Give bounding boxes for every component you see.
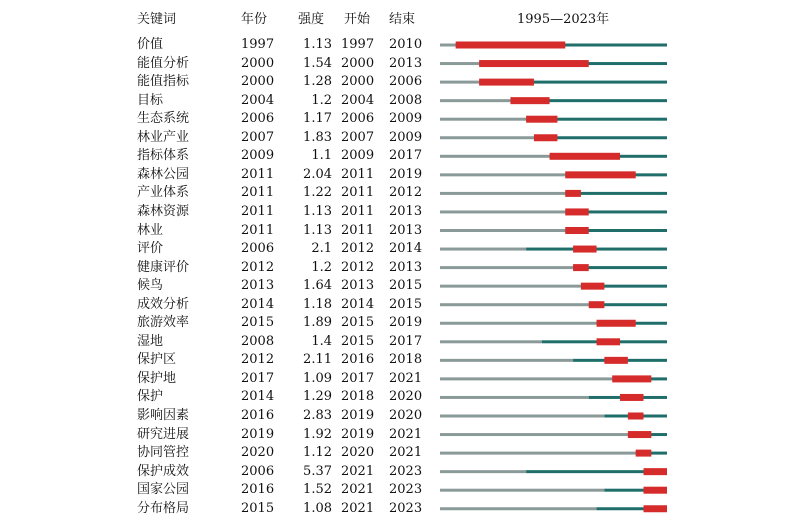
keyword-cell: 分布格局: [137, 500, 190, 516]
end-cell: 2021: [389, 370, 423, 386]
keyword-cell: 协同管控: [137, 445, 190, 461]
burst-bar: [604, 357, 627, 364]
begin-cell: 2021: [341, 500, 375, 516]
timeline-before-segment: [440, 452, 636, 455]
begin-cell: 2011: [341, 222, 375, 238]
strength-cell: 1.13: [303, 222, 332, 238]
timeline-before-segment: [440, 229, 565, 232]
keyword-cell: 评价: [137, 241, 164, 257]
end-cell: 2009: [389, 129, 423, 145]
burst-bar: [456, 42, 566, 49]
year-cell: 2020: [241, 445, 275, 461]
strength-cell: 1.52: [303, 482, 332, 498]
end-cell: 2013: [389, 222, 423, 238]
strength-cell: 1.18: [303, 296, 332, 312]
strength-cell: 1.13: [303, 37, 332, 52]
year-cell: 2000: [241, 55, 275, 71]
keyword-cell: 价值: [137, 37, 164, 52]
header-begin: 开始: [344, 12, 371, 27]
end-cell: 2013: [389, 203, 423, 219]
keyword-cell: 保护: [137, 389, 164, 405]
end-cell: 2015: [389, 278, 423, 294]
strength-cell: 1.29: [303, 389, 332, 405]
begin-cell: 2014: [341, 296, 375, 312]
year-cell: 2007: [241, 129, 275, 145]
burst-bar: [565, 208, 588, 215]
burst-bar: [479, 79, 534, 86]
end-cell: 2019: [389, 166, 423, 182]
strength-cell: 2.04: [303, 166, 332, 182]
begin-cell: 2016: [341, 352, 375, 368]
keyword-cell: 保护区: [137, 352, 177, 368]
end-cell: 2021: [389, 426, 423, 442]
begin-cell: 2012: [341, 259, 375, 275]
timeline-before-segment: [440, 136, 534, 139]
strength-cell: 1.64: [303, 278, 332, 294]
burst-bar: [534, 134, 557, 141]
timeline-before-segment: [440, 415, 604, 418]
begin-cell: 2020: [341, 445, 375, 461]
end-cell: 2017: [389, 148, 423, 164]
strength-cell: 2.83: [303, 408, 332, 423]
strength-cell: 1.09: [303, 370, 332, 386]
burst-bar: [636, 450, 652, 457]
keyword-cell: 候鸟: [137, 278, 164, 294]
begin-cell: 2011: [341, 185, 375, 201]
keyword-cell: 健康评价: [137, 259, 190, 275]
burst-bar: [589, 301, 605, 308]
end-cell: 2015: [389, 296, 423, 312]
end-cell: 2020: [389, 408, 423, 423]
burst-bar: [612, 375, 651, 382]
burst-bar: [565, 227, 588, 234]
begin-cell: 2021: [341, 482, 375, 498]
strength-cell: 2.11: [303, 352, 332, 368]
timeline-before-segment: [440, 99, 510, 102]
begin-cell: 2015: [341, 333, 375, 349]
keyword-cell: 目标: [137, 92, 164, 108]
strength-cell: 1.2: [311, 92, 332, 108]
begin-cell: 2011: [341, 203, 375, 219]
keyword-cell: 保护地: [137, 370, 177, 386]
year-cell: 2014: [241, 389, 275, 405]
strength-cell: 1.54: [303, 55, 332, 71]
year-cell: 2016: [241, 482, 275, 498]
year-cell: 2012: [241, 352, 275, 368]
end-cell: 2020: [389, 389, 423, 405]
year-cell: 2015: [241, 315, 275, 331]
strength-cell: 1.08: [303, 500, 332, 516]
begin-cell: 2019: [341, 408, 375, 423]
end-cell: 2017: [389, 333, 423, 349]
end-cell: 2010: [389, 37, 423, 52]
begin-cell: 2012: [341, 241, 375, 257]
begin-cell: 2013: [341, 278, 375, 294]
strength-cell: 1.13: [303, 203, 332, 219]
begin-cell: 2009: [341, 148, 375, 164]
strength-cell: 5.37: [303, 463, 332, 479]
strength-cell: 1.1: [311, 148, 332, 164]
burst-bar: [479, 60, 589, 67]
year-cell: 2004: [241, 92, 275, 108]
keyword-cell: 林业产业: [137, 129, 190, 145]
timeline-before-segment: [440, 192, 565, 195]
keyword-cell: 指标体系: [137, 148, 190, 164]
burst-bar: [620, 394, 643, 401]
end-cell: 2023: [389, 482, 423, 498]
end-cell: 2013: [389, 259, 423, 275]
burst-bar: [597, 320, 636, 327]
year-cell: 2011: [241, 203, 275, 219]
burst-bar: [581, 283, 604, 290]
timeline-before-segment: [440, 81, 479, 84]
begin-cell: 2019: [341, 426, 375, 442]
strength-cell: 1.12: [303, 445, 332, 461]
timeline-before-segment: [440, 266, 573, 269]
timeline-before-segment: [440, 340, 542, 343]
end-cell: 2019: [389, 315, 423, 331]
timeline-before-segment: [440, 396, 589, 399]
begin-cell: 2004: [341, 92, 375, 108]
year-cell: 2011: [241, 166, 275, 182]
strength-cell: 1.2: [311, 259, 332, 275]
year-cell: 2009: [241, 148, 275, 164]
keyword-cell: 林业: [137, 222, 164, 238]
year-cell: 2014: [241, 296, 275, 312]
end-cell: 2006: [389, 74, 423, 90]
timeline-before-segment: [440, 433, 628, 436]
end-cell: 2012: [389, 185, 423, 201]
strength-cell: 1.17: [303, 111, 332, 127]
keyword-cell: 研究进展: [137, 426, 190, 442]
timeline-before-segment: [440, 377, 612, 380]
begin-cell: 2018: [341, 389, 375, 405]
end-cell: 2013: [389, 55, 423, 71]
timeline-before-segment: [440, 470, 526, 473]
year-cell: 2015: [241, 500, 275, 516]
year-cell: 2013: [241, 278, 275, 294]
begin-cell: 2000: [341, 74, 375, 90]
begin-cell: 2007: [341, 129, 375, 145]
timeline-before-segment: [440, 62, 479, 65]
timeline-before-segment: [440, 173, 565, 176]
strength-cell: 1.28: [303, 74, 332, 90]
keyword-cell: 产业体系: [137, 185, 190, 201]
year-cell: 2000: [241, 74, 275, 90]
burst-bar: [565, 190, 581, 197]
keyword-cell: 保护成效: [137, 463, 190, 479]
header-timeline-range: 1995—2023年: [517, 12, 610, 27]
header-year: 年份: [241, 12, 268, 27]
burst-bar: [628, 431, 651, 438]
end-cell: 2018: [389, 352, 423, 368]
burst-bar: [510, 97, 549, 104]
end-cell: 2009: [389, 111, 423, 127]
burst-bar: [573, 264, 589, 271]
timeline-before-segment: [440, 210, 565, 213]
begin-cell: 2015: [341, 315, 375, 331]
burst-bar: [628, 413, 644, 420]
begin-cell: 2006: [341, 111, 375, 127]
year-cell: 2006: [241, 241, 275, 257]
burst-bar: [644, 505, 667, 512]
year-cell: 2008: [241, 333, 275, 349]
year-cell: 2012: [241, 259, 275, 275]
strength-cell: 1.4: [311, 333, 332, 349]
timeline-before-segment: [440, 248, 526, 251]
year-cell: 2016: [241, 408, 275, 423]
keyword-cell: 旅游效率: [137, 315, 190, 331]
keyword-cell: 能值分析: [137, 55, 190, 71]
end-cell: 2008: [389, 92, 423, 108]
strength-cell: 1.22: [303, 185, 332, 201]
burst-bar: [565, 171, 635, 178]
keyword-cell: 能值指标: [137, 74, 190, 90]
begin-cell: 1997: [341, 37, 375, 52]
timeline-before-segment: [440, 155, 550, 158]
timeline-before-segment: [440, 118, 526, 121]
timeline-before-segment: [440, 507, 597, 510]
year-cell: 2011: [241, 222, 275, 238]
strength-cell: 1.89: [303, 315, 332, 331]
end-cell: 2014: [389, 241, 423, 257]
keyword-cell: 生态系统: [137, 111, 190, 127]
strength-cell: 1.92: [303, 426, 332, 442]
keyword-cell: 成效分析: [137, 296, 190, 312]
keyword-cell: 森林资源: [137, 203, 190, 219]
timeline-before-segment: [440, 322, 597, 325]
keyword-cell: 影响因素: [137, 408, 190, 423]
begin-cell: 2000: [341, 55, 375, 71]
timeline-before-segment: [440, 285, 581, 288]
year-cell: 2019: [241, 426, 275, 442]
burst-bar: [597, 338, 620, 345]
year-cell: 2006: [241, 111, 275, 127]
header-end: 结束: [389, 12, 416, 27]
timeline-before-segment: [440, 359, 573, 362]
year-cell: 1997: [241, 37, 275, 52]
keyword-cell: 森林公园: [137, 166, 190, 182]
end-cell: 2023: [389, 500, 423, 516]
end-cell: 2021: [389, 445, 423, 461]
begin-cell: 2017: [341, 370, 375, 386]
strength-cell: 1.83: [303, 129, 332, 145]
year-cell: 2006: [241, 463, 275, 479]
timeline-before-segment: [440, 44, 456, 47]
burst-bar: [573, 246, 596, 253]
timeline-before-segment: [440, 489, 604, 492]
burst-bar: [644, 487, 667, 494]
header-keyword: 关键词: [137, 12, 177, 27]
burst-bar: [550, 153, 620, 160]
begin-cell: 2021: [341, 463, 375, 479]
end-cell: 2023: [389, 463, 423, 479]
strength-cell: 2.1: [311, 241, 332, 257]
header-strength: 强度: [298, 12, 325, 27]
keyword-cell: 国家公园: [137, 482, 190, 498]
burst-bar: [644, 468, 667, 475]
year-cell: 2017: [241, 370, 275, 386]
begin-cell: 2011: [341, 166, 375, 182]
burst-bar: [526, 116, 557, 123]
keyword-cell: 湿地: [137, 333, 164, 349]
timeline-before-segment: [440, 303, 589, 306]
year-cell: 2011: [241, 185, 275, 201]
